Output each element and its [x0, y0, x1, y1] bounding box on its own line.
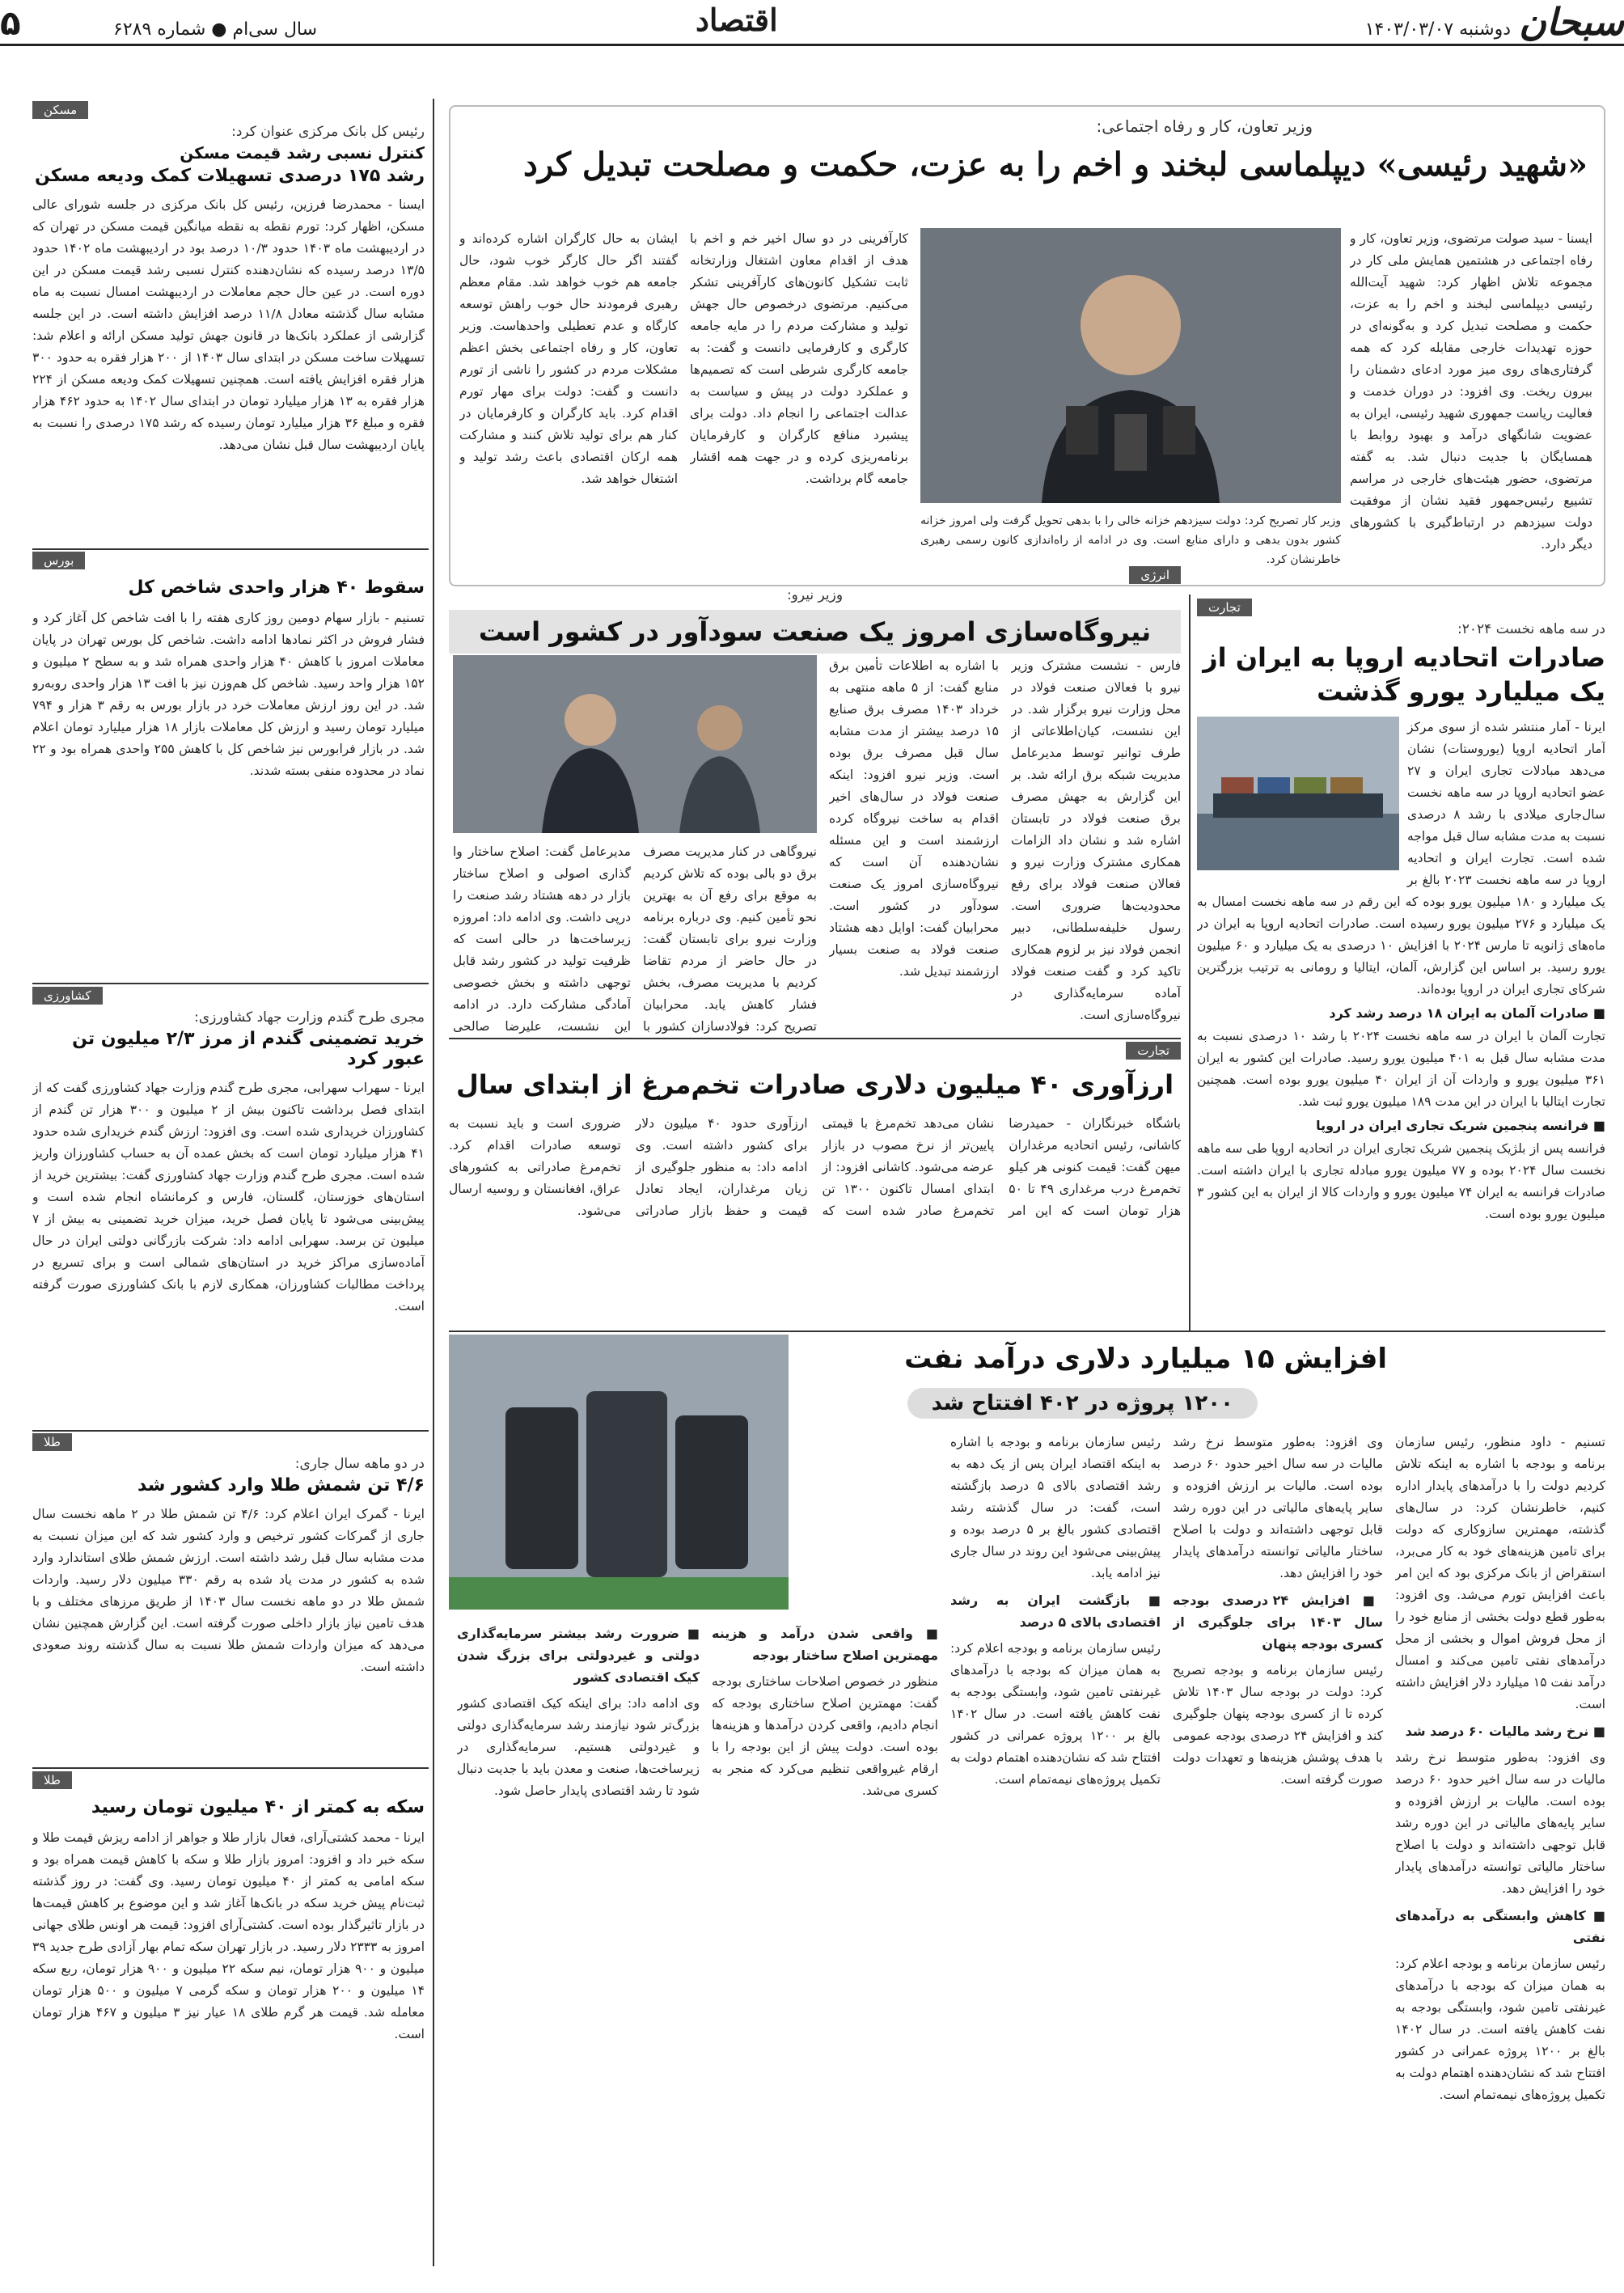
lead-photo-caption: وزیر کار تصریح کرد: دولت سیزدهم خزانه خالی را با بدهی تحویل گرفت ولی امروز خزانه کشور بدون بدهی و دارای منابع است. وی در ادامه از راه‌اندازی کانون رسمی رهبری خاطرنشان کرد. [920, 514, 1341, 566]
masthead [0, 0, 1624, 49]
eu-trade-story [1197, 599, 1605, 1326]
page-number: ۵ [0, 3, 21, 43]
story-body: ایرنا - سهراب سهرابی، مجری طرح گندم وزارت جهاد کشاورزی گفت که از ابتدای فصل برداشت تاکنون بیش از ۲ میلیون و ۳۰۰ هزار تن گندم از کشاورزان خریداری شده است. وی افزود: ارزش گندم خریداری شده حدود ۴۱ هزار میلیارد تومان است که بخش عمده آن به حساب کشاورزان واریز شده است. مجری طرح گندم وزارت جهاد کشاورزی گفت: بیشترین خرید از استان‌های خوزستان، گلستان، فارس و کرمانشاه انجام شده است و پیش‌بینی می‌شود تا پایان فصل خرید، میزان خرید تضمینی به بیش از ۷ میلیون تن برسد. سهرابی ادامه داد: شرکت بازرگانی دولتی ایران در حال آماده‌سازی مراکز خرید در استان‌های شمالی است و برای تسریع در پرداخت مطالبات کشاورزان، همکاری لازم با بانک کشاورزی صورت گرفته است. [32, 1081, 425, 1314]
story-subhead: ■ بازگشت ایران به رشد اقتصادی بالای ۵ درصد [950, 1593, 1161, 1630]
story-body-text: رئیس سازمان برنامه و بودجه اعلام کرد: به همان میزان که بودجه با درآمدهای غیرنفتی تامین شود، وابستگی بودجه به نفت کاهش یافته است. در سال ۱۴۰۲ بالغ بر ۱۲۰۰ پروژه عمرانی در کشور افتتاح شد که نشان‌دهنده اهتمام دولت به تکمیل پروژه‌های نیمه‌تمام است. [1395, 1957, 1605, 2102]
story-body: ایرنا - محمد کشتی‌آرای، فعال بازار طلا و جواهر از ادامه ریزش قیمت طلا و سکه خبر داد و افزود: امروز بازار طلا و سکه با کاهش قیمت همراه بود و سکه امامی به کمتر از ۴۰ میلیون تومان رسید. وی گفت: در روز گذشته ثبت‌نام پیش خرید سکه در بانک‌ها آغاز شد و این موضوع بر کاهش قیمت‌ها در بازار تاثیرگذار بوده است. کشتی‌آرای افزود: قیمت هر اونس طلای جهانی امروز به ۲۳۳۳ دلار رسید. در بازار تهران سکه تمام بهار آزادی طرح جدید ۳۹ میلیون و ۹۰۰ هزار تومان، نیم سکه ۲۲ میلیون و ۹۰۰ هزار تومان، ربع سکه ۱۴ میلیون و ۲۰۰ هزار تومان و سکه گرمی ۷ میلیون و ۵۰۰ هزار تومان معامله شد. قیمت هر گرم طلای ۱۸ عیار نیز ۳ میلیون و ۴۶۷ هزار تومان است. [32, 1830, 425, 2041]
section-tag: مسکن [32, 101, 88, 119]
story-kicker: در دو ماهه سال جاری: [294, 1456, 425, 1472]
story-body-text: منظور در خصوص اصلاحات ساختاری بودجه گفت: مهمترین اصلاح ساختاری بودجه که انجام دادیم، واقعی کردن درآمدها و هزینه‌ها بوده است. دولت پیش از این بودجه را با ارقام غیرواقعی تنظیم می‌کرد که منجر به کسری می‌شد. [712, 1674, 938, 1798]
story-body-text: وی افزود: به‌طور متوسط نرخ رشد مالیات در سه سال اخیر حدود ۶۰ درصد بوده است. مالیات بر ارزش افزوده و سایر پایه‌های مالیاتی در این دوره رشد قابل توجهی داشته‌اند و دولت با اصلاح ساختار مالیاتی توانسته درآمدهای پایدار خود را افزایش دهد. [1395, 1750, 1605, 1896]
story-kicker: مجری طرح گندم وزارت جهاد کشاورزی: [194, 1009, 425, 1026]
story-headline: نیروگاه‌سازی امروز یک صنعت سودآور در کشور است [449, 610, 1181, 654]
story-subhead: ■ صادرات آلمان به ایران ۱۸ درصد رشد کرد [1329, 1005, 1605, 1021]
column-divider [1189, 594, 1191, 1331]
story-headline: ۴/۶ تن شمش طلا وارد کشور شد [137, 1475, 425, 1496]
sidebar-divider [433, 99, 434, 2266]
story-kicker: وزیر نیرو: [786, 587, 844, 603]
section-tag: کشاورزی [32, 987, 103, 1005]
story-body: تسنیم - بازار سهام دومین روز کاری هفته را با افت شاخص کل آغاز کرد و فشار فروش در اکثر نمادها ادامه داشت. شاخص کل بورس تهران در پایان معاملات امروز با کاهش ۴۰ هزار واحدی همراه شد و به سطح ۲ میلیون و ۱۵۲ هزار واحد رسید. شاخص کل هم‌وزن نیز با افت ۱۳ هزار واحدی روبه‌رو شد. در این روز ارزش معاملات خرد در بازار بورس به رقم ۳ هزار و ۷۹۴ میلیارد تومان رسید و ارزش کل معاملات بازار ۱۸ هزار میلیارد تومان اعلام شد. در بازار فرابورس نیز شاخص کل با کاهش ۲۵۵ واحدی همراه بود و ۲۲ نماد در محدوده منفی بسته شدند. [32, 611, 425, 778]
section-tag: تجارت [1126, 1042, 1181, 1060]
story-body: ایسنا - محمدرضا فرزین، رئیس کل بانک مرکزی در جلسه شورای عالی مسکن، اظهار کرد: تورم نقطه به نقطه میانگین قیمت مسکن در تهران که در اردیبهشت ماه ۱۴۰۳ حدود ۱۰/۳ درصد بود در اردیبهشت ماه ۱۴۰۲ حدود ۱۳/۵ درصد رسیده که نشان‌دهنده کنترل نسبی رشد قیمت مسکن در این دوره است. در عین حال حجم معاملات در اردیبهشت امسال نسبت به ماه مشابه سال گذشته معادل ۱۱/۸ درصد افزایش داشته است. در این جلسه گزارشی از عملکرد بانک‌ها در قانون جهش تولید مسکن ارائه و اعلام شد: تسهیلات ساخت مسکن در ابتدای سال ۱۴۰۳ از ۲۰۰ هزار فقره به حدود ۳۰۰ هزار فقره افزایش یافته است. همچنین تسهیلات کمک ودیعه مسکن از ۲۲۴ هزار فقره به ۱۳ هزار میلیارد تومان در ابتدای سال ۱۴۰۲ به حدود ۴۶۲ هزار فقره و مبلغ ۳۶ هزار میلیارد تومان رسیده که رشد ۱۷۵ درصدی را نسبت به پایان اردیبهشت سال قبل نشان می‌دهد. [32, 197, 425, 452]
story-body: ایرنا - آمار منتشر شده از سوی مرکز آمار اتحادیه اروپا (یوروستات) نشان می‌دهد مبادلات تجاری ایران و ۲۷ عضو اتحادیه اروپا در سه ماهه نخست سال‌جاری میلادی با رشد ۸ درصدی نسبت به مدت مشابه سال قبل مواجه شده است. تجارت ایران و اتحادیه اروپا در سه ماهه نخست ۲۰۲۳ بالغ بر یک میلیارد و ۱۸۰ میلیون یورو بوده که این رقم در سه ماهه نخست امسال به یک میلیارد و ۲۷۶ میلیون یورو رسیده است. صادرات اتحادیه اروپا به ایران در ماه‌های ژانویه تا مارس ۲۰۲۴ با افزایش ۱۰ درصدی به یک میلیارد و ۶۰ میلیون یورو رسید. بر اساس این گزارش، آلمان، ایتالیا و رومانی به ترتیب بزرگترین شرکای تجاری ایران در اروپا بوده‌اند. [1197, 720, 1605, 996]
bourse-story [32, 552, 425, 980]
lead-body-col2: کارآفرینی در دو سال اخیر خم و اخم با هدف از اقدام معاون اشتغال وزارتخانه ثابت تشکیل کانون‌های کارآفرینی تشکر می‌کنیم. مرتضوی درخصوص حال جهش تولید و مشارکت مردم را در مایه جامعه کارگری و کارفرمایی دانست و گفت: به جامعه کارگری شرطی است که تصمیم‌ها و عملکرد دولت در پیش و سیاست به عدالت اجتماعی را انجام داد. دولت برای پیشبرد منافع کارگران و کارفرمایان برنامه‌ریزی کرده و در جهت همه اقشار جامعه گام برداشت. [690, 231, 908, 486]
lead-headline: «شهید رئیسی» دیپلماسی لبخند و اخم را به عزت، حکمت و مصلحت تبدیل کرد [523, 146, 1588, 184]
story-body: باشگاه خبرنگاران - حمیدرضا کاشانی، رئیس اتحادیه مرغداران میهن گفت: قیمت کنونی هر کیلو تخم‌مرغ درب مرغداری ۴۹ تا ۵۰ هزار تومان است که این امر نشان می‌دهد تخم‌مرغ با قیمتی پایین‌تر از نرخ مصوب در بازار عرضه می‌شود. کاشانی افزود: از ابتدای امسال تاکنون ۱۳۰۰ تن تخم‌مرغ صادر شده است که ارزآوری حدود ۴۰ میلیون دلار برای کشور داشته است. وی ادامه داد: به منظور جلوگیری از زیان مرغداران، ایجاد تعادل قیمت و حفظ بازار صادراتی ضروری است و باید نسبت به توسعه صادرات اقدام کرد. تخم‌مرغ صادراتی به کشورهای عراق، افغانستان و روسیه ارسال می‌شود. [449, 1116, 1181, 1218]
divider [32, 1767, 429, 1769]
container-ship-image [1197, 717, 1399, 870]
section-tag: بورس [32, 552, 85, 569]
story-headline: ارزآوری ۴۰ میلیون دلاری صادرات تخم‌مرغ از ابتدای سال [455, 1069, 1174, 1100]
lead-body: ایسنا - سید صولت مرتضوی، وزیر تعاون، کار و رفاه اجتماعی در هشتمین همایش ملی کار در مجموعه تلاش اظهار کرد: شهید آیت‌الله رئیسی دیپلماسی لبخند و اخم را به عزت، حکمت و مصلحت تبدیل کرد و به‌گونه‌ای در حوزه تهدیدات خارجی مقابله کرد که همه گرفتاری‌های روی میز مورد ادعای دشمنان را بیرون ریخت. وی افزود: در دوران خدمت و فعالیت ریاست جمهوری شهید رئیسی، ایران به عضویت شانگهای درآمد و بهبود روابط با همسایگان با جدیت دنبال شد. به گفته مرتضوی، حضور هیئت‌های خارجی در مراسم تشییع رئیس‌جمهور فقید نشان از موفقیت دولت سیزدهم در ارتباط‌گیری با کشورهای دیگر دارد. [1350, 231, 1592, 552]
story-body: نیروگاهی در کنار مدیریت مصرف برق دو بالی بوده که تلاش کردیم به موقع برای رفع آن به بهترین نحو تأمین کنیم. وی درباره برنامه وزارت نیرو برای تابستان گفت: در حال حاضر از مردم تقاضا کردیم با مدیریت مصرف، بخش فشار کاهش یابد. محرابیان تصریح کرد: فولادسازان کشور با [643, 844, 817, 1034]
story-headline: خرید تضمینی گندم از مرز ۲/۳ میلیون تن عبور کرد [72, 1029, 425, 1069]
minister-portrait-image [920, 228, 1341, 503]
section-tag: انرژی [1129, 566, 1181, 584]
story-subhead: ■ افزایش ۲۴ درصدی بودجه سال ۱۴۰۳ برای جلوگیری از کسری بودجه پنهان [1173, 1593, 1383, 1652]
issue-date: دوشنبه ۱۴۰۳/۰۳/۰۷ [1364, 19, 1511, 40]
egg-export-story [449, 1042, 1181, 1325]
divider [32, 1430, 429, 1432]
divider [32, 548, 429, 550]
story-subhead: ■ واقعی شدن درآمد و هزینه مهمترین اصلاح ساختار بودجه [712, 1626, 938, 1663]
story-subhead: ■ نرخ رشد مالیات ۶۰ درصد شد [1405, 1724, 1605, 1739]
housing-story [32, 101, 425, 546]
story-body [1173, 1432, 1383, 2257]
story-body-text: رئیس سازمان برنامه و بودجه تصریح کرد: دولت در بودجه سال ۱۴۰۳ تلاش کرده تا از کسری بودجه پنهان جلوگیری کند و افزایش ۲۴ درصدی بودجه عمومی با هدف پوشش هزینه‌ها و تعهدات دولت صورت گرفته است. [1173, 1663, 1383, 1787]
lead-body-col3: ایشان به حال کارگران اشاره کرده‌اند و گفتند اگر حال کارگر خوب شود، حال جامعه هم خوب خواهد شد. مقام معظم رهبری فرمودند حال خوب راهش توسعه کارگاه و عدم تعطیلی واحدهاست. وزیر تعاون، کار و رفاه اجتماعی بخش اعظم مشکلات مردم در کشور را ناشی از تورم دانست و گفت: دولت برای مهار تورم اقدام کرد. باید کارگران و کارفرمایان در کنار هم برای تولید تلاش کنند و مشارکت همه ارکان اقتصادی باعث رشد تولید و اشتغال خواهد شد. [459, 231, 678, 486]
story-kicker: در سه ماهه نخست ۲۰۲۴: [1457, 621, 1605, 637]
story-body [950, 1432, 1161, 2257]
lead-photo [920, 228, 1341, 503]
story-headline: سقوط ۴۰ هزار واحدی شاخص کل [128, 577, 425, 598]
story-subhead: ■ ضرورت رشد بیشتر سرمایه‌گذاری دولتی و غیردولتی برای بزرگ شدن کیک اقتصادی کشور [457, 1626, 700, 1685]
story-body: ایرنا - گمرک ایران اعلام کرد: ۴/۶ تن شمش طلا در ۲ ماهه نخست سال جاری از گمرکات کشور ترخیص و وارد کشور شد که این میزان نسبت به مدت مشابه سال قبل رشد داشته است. ارزش شمش طلای استاندارد وارد شده به کشور در مدت یاد شده به رقم ۳۳۰ میلیون دلار رسید. واردات شمش طلا در دو ماهه نخست سال ۱۴۰۳ از طریق مرزهای مختلف و با هدف تامین نیاز بازار داخلی صورت گرفته است. این گزارش همچنین نشان می‌دهد که میزان واردات شمش طلا نسبت به سال گذشته روند صعودی داشته است. [32, 1507, 425, 1674]
minister-press-photo [453, 655, 817, 833]
oil-revenue-story [449, 1335, 1605, 2265]
story-body-text: وی ادامه داد: برای اینکه کیک اقتصادی کشور بزرگ‌تر شود نیازمند رشد سرمایه‌گذاری دولتی و غیردولتی هستیم. سرمایه‌گذاری در زیرساخت‌ها، صنعت و معدن باید با جدیت دنبال شود تا رشد اقتصادی پایدار حاصل شود. [457, 1696, 700, 1798]
story-body [1395, 1432, 1605, 2257]
story-headline: کنترل نسبی رشد قیمت مسکن [180, 143, 425, 163]
story-subhead: ۱۲۰۰ پروژه در ۴۰۲ افتتاح شد [907, 1388, 1258, 1419]
story-headline: سکه به کمتر از ۴۰ میلیون تومان رسید [91, 1797, 425, 1817]
story-body-text: رئیس سازمان برنامه و بودجه اعلام کرد: به همان میزان که بودجه با درآمدهای غیرنفتی تامین شود، وابستگی بودجه به نفت کاهش یافته است. در سال ۱۴۰۲ بالغ بر ۱۲۰۰ پروژه عمرانی در کشور افتتاح شد که نشان‌دهنده اهتمام دولت به تکمیل پروژه‌های نیمه‌تمام است. [950, 1641, 1161, 1787]
story-body: مدیرعامل گفت: اصلاح ساختار وا گذاری اصولی و اصلاح ساختار بازار در دهه هشتاد رشد صنعت را درپی داشت. وی ادامه داد: امروزه زیرساخت‌ها در حالی است که ظرفیت تولید در کشور رشد قابل توجهی داشته و بخش خصوصی آمادگی مشارکت دارد. در ادامه این نشست، علیرضا صالحی [453, 844, 631, 1034]
story-kicker: رئیس کل بانک مرکزی عنوان کرد: [231, 124, 425, 140]
story-subhead: رشد ۱۷۵ درصدی تسهیلات کمک ودیعه مسکن [35, 166, 425, 186]
story-body [457, 1618, 700, 2257]
story-body-text: وی افزود: به‌طور متوسط نرخ رشد مالیات در سه سال اخیر حدود ۶۰ درصد بوده است. مالیات بر ارزش افزوده و سایر پایه‌های مالیاتی در این دوره رشد قابل توجهی داشته‌اند و دولت با اصلاح ساختار مالیاتی توانسته درآمدهای پایدار خود را افزایش دهد. [1173, 1435, 1383, 1580]
story-body [712, 1618, 938, 2257]
divider [449, 1038, 1181, 1039]
issue-number: سال سی‌ام ● شماره ۶۲۸۹ [113, 19, 318, 40]
section-tag: تجارت [1197, 599, 1252, 616]
agriculture-story [32, 987, 425, 1428]
coin-price-story [32, 1771, 425, 2257]
story-headline: صادرات اتحادیه اروپا به ایران از یک میلیارد یورو گذشت [1203, 642, 1605, 707]
story-subhead: ■ فرانسه پنجمین شریک تجاری ایران در اروپا [1316, 1118, 1605, 1133]
story-subhead: ■ کاهش وابستگی به درآمدهای نفتی [1395, 1908, 1605, 1945]
section-tag: طلا [32, 1771, 72, 1789]
oil-barrels-image [449, 1335, 789, 1610]
story-body-text: تسنیم - داود منظور، رئیس سازمان برنامه و بودجه با اشاره به اینکه تلاش کردیم دولت را با درآمدهای پایدار اداره کنیم، خاطرنشان کرد: در سال‌های گذشته، مهمترین سازوکاری که دولت برای تامین هزینه‌های خود به کار می‌برد، استقراض از بانک مرکزی بود که این امر باعث افزایش تورم می‌شد. وی افزود: به‌طور قطع دولت بخشی از منابع خود را از محل فروش اموال و بخشی از محل درآمدهای نفتی تامین می‌کند و امسال درآمد نفت ۱۵ میلیارد دلار افزایش داشته است. [1395, 1435, 1605, 1711]
story-body-text: رئیس سازمان برنامه و بودجه با اشاره به اینکه اقتصاد ایران پس از یک دهه به رشد اقتصادی بالای ۵ درصد بازگشته است، گفت: در سال گذشته رشد اقتصادی کشور بالغ بر ۵ درصد بوده و پیش‌بینی می‌شود این روند در سال جاری نیز ادامه یابد. [950, 1435, 1161, 1580]
story-body: با اشاره به اطلاعات تأمین برق منابع گفت: از ۵ ماهه منتهی به خرداد ۱۴۰۳ مصرف برق صنایع ۱۵ درصد بیشتر از مدت مشابه سال قبل مصرف برق بوده است. وزیر نیرو افزود: اینکه صنعت فولاد در سال‌های اخیر اقدام به ساخت نیروگاه کرده ارزشمند است و این مسئله نشان‌دهنده آن است که نیروگاه‌سازی امروز یک صنعت سودآور در کشور است. محرابیان گفت: اوایل دهه هشتاد صنعت فولاد به صنعت بسیار ارزشمند تبدیل شد. [829, 658, 999, 979]
story-body: فرانسه پس از بلژیک پنجمین شریک تجاری ایران در اتحادیه اروپا طی سه ماهه نخست سال ۲۰۲۴ بوده و ۷۷ میلیون یورو مبادله تجاری با ایران داشته است. صادرات فرانسه به ایران ۷۴ میلیون یورو و واردات کالا از ایران به این کشور ۳ میلیون یورو بوده است. [1197, 1141, 1605, 1221]
section-title: اقتصاد [696, 2, 778, 38]
lead-kicker: وزیر تعاون، کار و رفاه اجتماعی: [1096, 116, 1313, 136]
story-body: فارس - نشست مشترک وزیر نیرو با فعالان صنعت فولاد در محل وزارت نیرو برگزار شد. در این نشست، کیان‌اطلاعاتی از طرف توانیر توسط مدیرعامل مدیریت شبکه برق ارائه شد. بر این گزارش به جهش مصرف برق صنعت فولاد در تابستان اشاره شد و نشان داد الزامات همکاری مشترک وزارت نیرو و فعالان صنعت فولاد برای رفع محدودیت‌ها ضروری است. رسول خلیفه‌سلطانی، دبیر انجمن فولاد نیز بر لزوم همکاری تاکید کرد و گفت صنعت فولاد آماده سرمایه‌گذاری در نیروگاه‌سازی است. [1011, 658, 1181, 1022]
masthead-rule [0, 44, 1624, 46]
section-tag: طلا [32, 1433, 72, 1451]
story-body: تجارت آلمان با ایران در سه ماهه نخست ۲۰۲۴ با رشد ۱۰ درصدی نسبت به مدت مشابه سال قبل به ۴۰۱ میلیون یورو رسید. صادرات این کشور به ایران ۳۶۱ میلیون یورو و واردات آن از ایران ۴۰ میلیون یورو بوده است. همچنین تجارت ایتالیا با ایران در این مدت ۱۸۹ میلیون یورو ثبت شد. [1197, 1029, 1605, 1109]
energy-story [449, 566, 1181, 1035]
lead-story-box [449, 105, 1605, 586]
gold-import-story [32, 1433, 425, 1765]
divider [32, 983, 429, 984]
divider [449, 1331, 1605, 1332]
story-headline: افزایش ۱۵ میلیارد دلاری درآمد نفت [904, 1343, 1387, 1375]
newspaper-logo: سبحان [1519, 0, 1624, 44]
